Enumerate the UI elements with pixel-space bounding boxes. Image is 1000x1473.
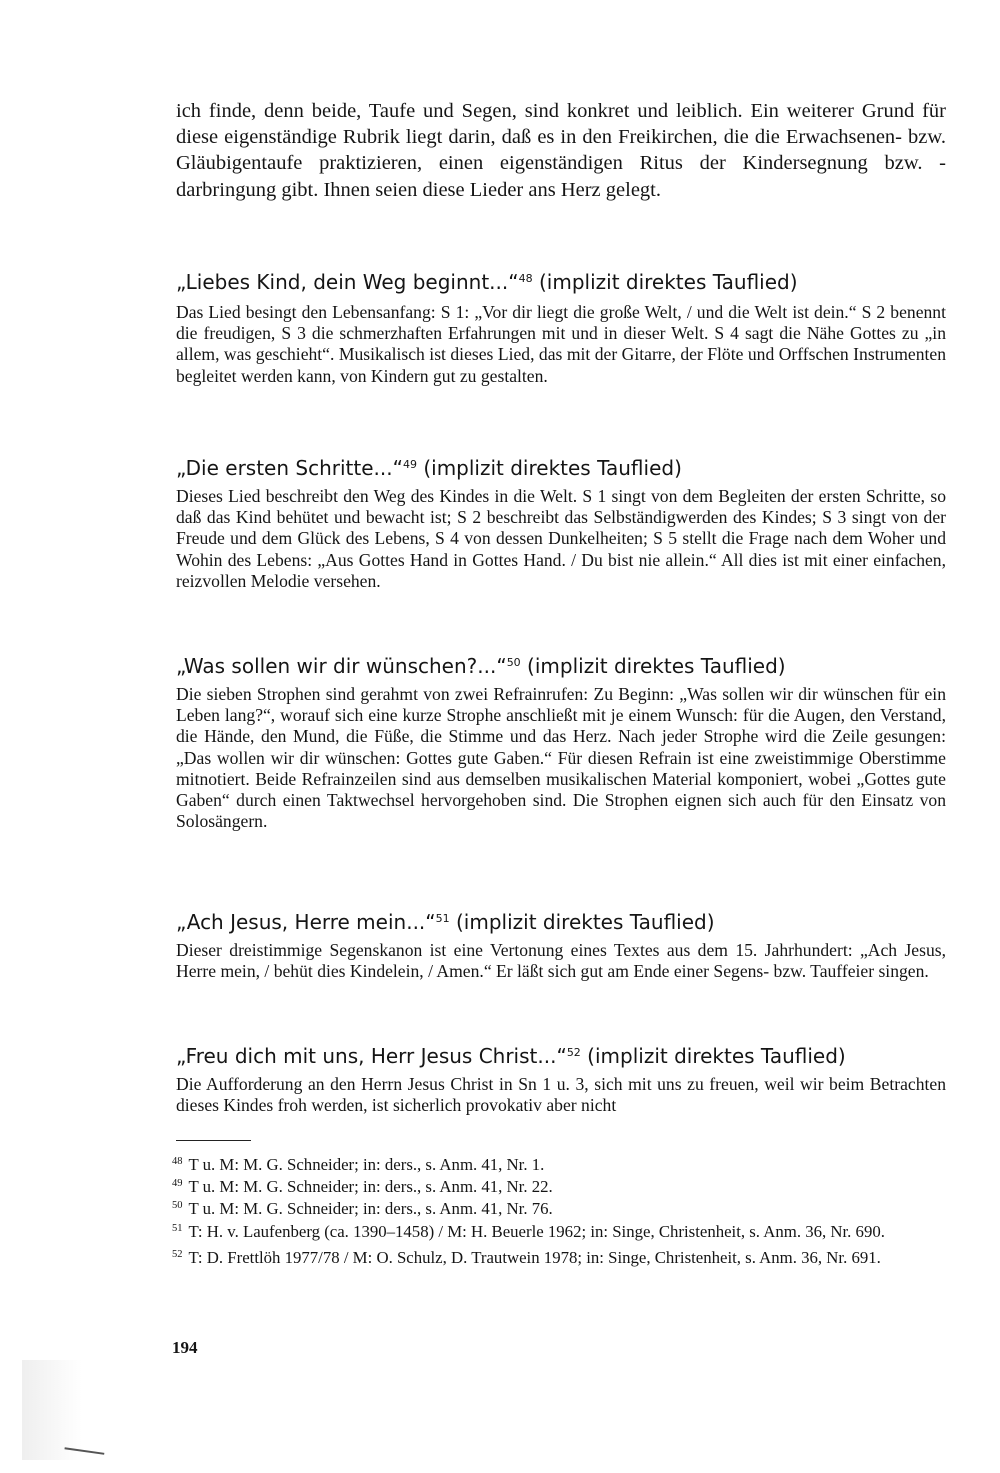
section-text-2: Dieses Lied beschreibt den Weg des Kindes in die Welt. S 1 singt von dem Begleiten der ersten Schritte, so daß das Kind behütet und bewacht ist; S 2 beschreibt das Selbständigwerden des Kindes; S 3 singt von der Freude und dem Glück des Lebens, S 4 von dessen Dunkelheiten; S 5 stellt die Frage nach dem Woher und Wohin des Lebens: „Aus Gottes Hand in Gottes Hand. / Du bist nie allein.“ All dies ist mit einer einfachen, reizvollen Melodie versehen. [176,486,946,591]
song-title: „Liebes Kind, dein Weg beginnt...“ [176,270,519,294]
footnote-ref: 52 [566,1046,581,1059]
song-title: „Ach Jesus, Herre mein...“ [176,910,436,934]
footnote-number: 48 [172,1156,183,1167]
footnote-number: 52 [172,1248,183,1260]
footnote-text: T: D. Frettlöh 1977/78 / M: O. Schulz, D. Trautwein 1978; in: Singe, Christenheit, s. Anm. 36, Nr. 691. [188,1247,881,1267]
footnote-divider [176,1140,251,1141]
page-number: 194 [172,1338,198,1357]
footnotes [172,1152,947,1267]
song-category: (implizit direktes Tauflied) [527,654,786,678]
footnote-ref: 50 [506,656,521,669]
footnote-number: 49 [172,1178,183,1190]
footnote-ref: 51 [435,912,450,925]
scan-edge-shadow [22,1360,82,1460]
section-heading-3 [176,650,946,679]
section-text-3: Die sieben Strophen sind gerahmt von zwei Refrainrufen: Zu Beginn: „Was sollen wir dir wünschen für ein Leben lang?“, worauf sich eine kurze Strophe anschließt mit je einem Wunsch: für die Augen, den Verstand, die Hände, den Mund, die Füße, die Stimme und das Herz. Nach jeder Strophe wird die Zeile gesungen: „Das wollen wir dir wünschen: Gottes gute Gaben.“ Für diesen Refrain ist eine zweistimmige Oberstimme mitnotiert. Beide Refrainzeilen sind aus demselben musikalischen Material komponiert, wobei „Gottes gute Gaben“ durch einen Taktwechsel hervorgehoben sind. Die Strophen eignen sich auch für den Einsatz von Solosängern. [176,684,946,832]
footnote-ref: 49 [402,458,417,471]
section-heading-2 [176,452,946,481]
song-category: (implizit direktes Tauflied) [456,910,715,934]
intro-paragraph: ich finde, denn beide, Taufe und Segen, sind konkret und leiblich. Ein weiterer Grund für diese eigenständige Rubrik liegt darin, daß es in den Freikirchen, die die Erwachsenen- bzw. Gläubigentaufe praktizieren, einen eigenständigen Ritus der Kindersegnung bzw. -darbringung gibt. Ihnen seien diese Lieder ans Herz gelegt. [176,100,946,201]
section-text-4: Dieser dreistimmige Segenskanon ist eine Vertonung eines Textes aus dem 15. Jahrhundert: „Ach Jesus, Herre mein, / behüt dies Kindelein, / Amen.“ Er läßt sich gut am Ende einer Segens- bzw. Tauffeier singen. [176,940,946,982]
song-category: (implizit direktes Tauflied) [538,270,798,294]
section-heading-4 [176,906,946,935]
section-text-1: Das Lied besingt den Lebensanfang: S 1: „Vor dir liegt die große Welt, / und die Welt ist dein.“ S 2 benennt die freudigen, S 3 die schmerzhaften Erfahrungen mit und in dieser Welt. S 4 sagt die Nähe Gottes zu „in allem, was geschieht“. Musikalisch ist dieses Lied, das mit der Gitarre, der Flöte und Orffschen Instrumenten begleitet werden kann, von Kindern gut zu gestalten. [176,302,946,386]
footnote-text: T u. M: M. G. Schneider; in: ders., s. Anm. 41, Nr. 22. [188,1177,553,1197]
footnote-49 [172,1174,947,1196]
footnote-ref: 48 [518,272,533,285]
footnote-number: 51 [172,1222,183,1234]
song-title: „Freu dich mit uns, Herr Jesus Christ...“ [176,1044,567,1068]
footnote-text: T u. M: M. G. Schneider; in: ders., s. Anm. 41, Nr. 76. [188,1199,553,1219]
song-title: „Was sollen wir dir wünschen?...“ [176,654,507,678]
song-title: „Die ersten Schritte...“ [176,456,403,480]
footnote-51 [172,1219,947,1241]
song-category: (implizit direktes Tauflied) [587,1044,846,1068]
section-text-5: Die Aufforderung an den Herrn Jesus Christ in Sn 1 u. 3, sich mit uns zu freuen, weil wir beim Betrachten dieses Kindes froh werden, ist sicherlich provokativ aber nicht [176,1074,946,1116]
footnote-text: T u. M: M. G. Schneider; in: ders., s. Anm. 41, Nr. 1. [188,1155,545,1174]
section-heading-1 [176,266,946,295]
footnote-52 [172,1245,947,1267]
footnote-text: T: H. v. Laufenberg (ca. 1390–1458) / M: H. Beuerle 1962; in: Singe, Christenheit, s. Anm. 36, Nr. 690. [188,1221,885,1241]
song-category: (implizit direktes Tauflied) [423,456,682,480]
section-heading-5 [176,1040,946,1069]
footnote-number: 50 [172,1200,183,1212]
footnote-50 [172,1196,947,1218]
footnote-48 [172,1152,947,1174]
